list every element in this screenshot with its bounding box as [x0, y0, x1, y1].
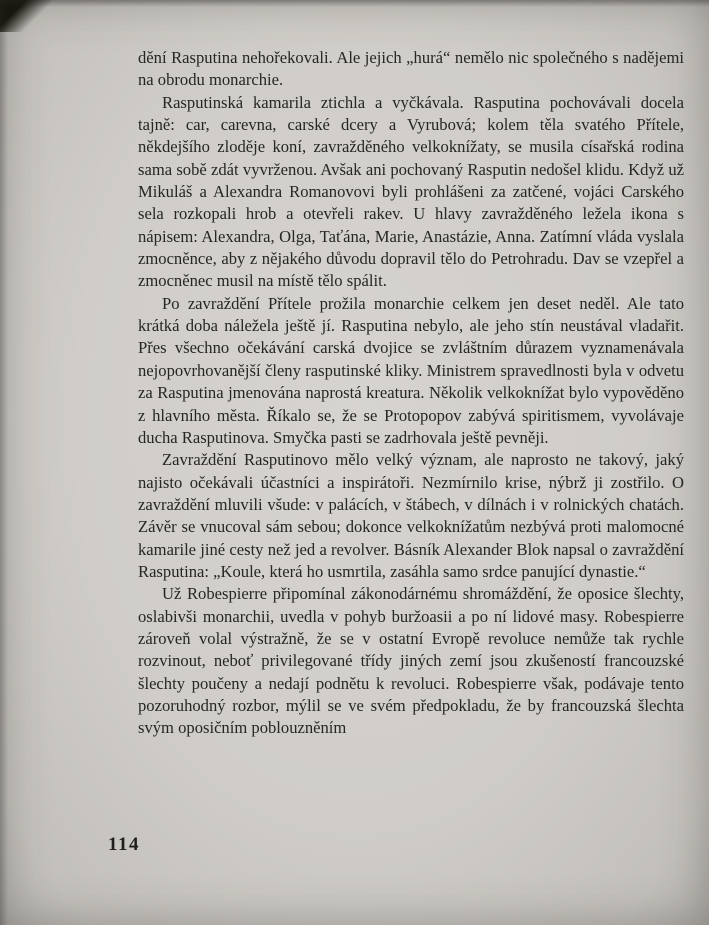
page-number: 114: [108, 834, 140, 855]
page-text: [138, 47, 684, 740]
paragraph: Po zavraždění Přítele prožila monarchie celkem jen deset neděl. Ale tato krátká doba náležela ještě jí. Rasputina nebylo, ale jeho stín neustával vladařit. Přes všechno očekávání carská dvojice se zvláštním důrazem vyznamenávala nejopovrhovanější členy rasputinské kliky. Ministrem spravedlnosti byla v odvetu za Rasputina jmenována naprostá kreatura. Několik velkoknížat bylo vypověděno z hlavního města. Říkalo se, že se Protopopov zabývá spiritismem, vyvolávaje ducha Rasputinova. Smyčka pasti se zadrhovala ještě pevněji.: [138, 293, 684, 447]
paragraph-continuation: dění Rasputina nehořekovali. Ale jejich „hurá“ nemělo nic společného s nadějemi na obrodu monarchie.: [138, 48, 684, 90]
paragraph: Zavraždění Rasputinovo mělo velký význam, ale naprosto ne takový, jaký najisto očekávali účastníci a inspirátoři. Nezmírnilo krise, nýbrž ji zostřilo. O zavraždění mluvili všude: v palácích, v štábech, v dílnách i v rolnických chatách. Závěr se vnucoval sám sebou; dokonce velkoknížatům nezbývá proti malomocné kamarile jiné cesty než jed a revolver. Básník Alexander Blok napsal o zavraždění Rasputina: „Koule, která ho usmrtila, zasáhla samo srdce panující dynastie.“: [138, 450, 684, 581]
scan-left-edge-shadow: [0, 0, 8, 925]
paragraph: Rasputinská kamarila ztichla a vyčkávala. Rasputina pochovávali docela tajně: car, carevna, carské dcery a Vyrubová; kolem těla svatého Přítele, někdejšího zloděje koní, zavražděného velkoknížaty, se musila císařská rodina sama sobě zdát vyvrženou. Avšak ani pochovaný Rasputin nedošel klidu. Když už Mikuláš a Alexandra Romanovovi byli prohlášeni za zatčené, vojáci Carského sela rozkopali hrob a otevřeli rakev. U hlavy zavražděného ležela ikona s nápisem: Alexandra, Olga, Taťána, Marie, Anastázie, Anna. Zatímní vláda vyslala zmocněnce, aby z nějakého důvodu dopravil tělo do Petrohradu. Dav se vzepřel a zmocněnec musil na místě tělo spálit.: [138, 92, 684, 291]
scan-edge-shadow: [0, 0, 709, 7]
paragraph: Už Robespierre připomínal zákonodárnému shromáždění, že oposice šlechty, oslabivši monarchii, uvedla v pohyb buržoasii a po ní lidové masy. Robespierre zároveň volal výstražně, že se v ostatní Evropě revoluce nemůže tak rychle rozvinout, neboť privilegované třídy jiných zemí jsou zkušeností francouzské šlechty poučeny a nedají podnětu k revoluci. Robespierre však, podávaje tento pozoruhodný rozbor, mýlil se ve svém předpokladu, že by francouzská šlechta svým oposičním poblouzněním: [138, 584, 684, 738]
